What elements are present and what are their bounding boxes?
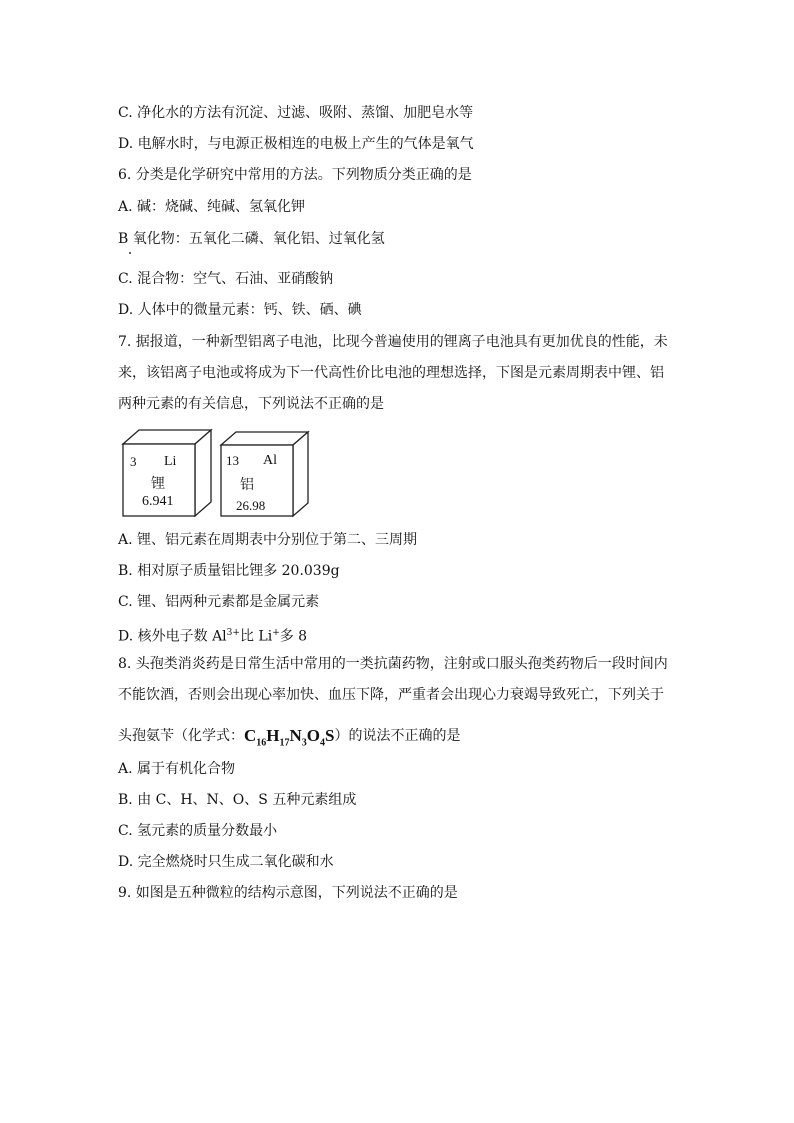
question-8-line3 — [118, 726, 461, 753]
element-symbol: Al — [263, 453, 277, 468]
formula-o-sub: 4 — [320, 737, 326, 749]
stray-dot — [129, 252, 131, 254]
element-mass: 6.941 — [142, 494, 174, 509]
question-8-part1: 头孢氨苄（化学式： — [118, 728, 244, 744]
option-6c: C. 混合物：空气、石油、亚硝酸钠 — [118, 271, 334, 287]
option-7a: A. 锂、铝元素在周期表中分别位于第二、三周期 — [118, 532, 418, 548]
element-name: 锂 — [151, 477, 165, 492]
question-7-line3: 两种元素的有关信息，下列说法不正确的是 — [118, 396, 384, 412]
question-6: 6. 分类是化学研究中常用的方法。下列物质分类正确的是 — [118, 167, 472, 183]
option-7c: C. 锂、铝两种元素都是金属元素 — [118, 594, 320, 610]
question-8-part2: ）的说法不正确的是 — [334, 728, 461, 744]
element-mass: 26.98 — [236, 498, 266, 513]
option-8c: C. 氢元素的质量分数最小 — [118, 823, 278, 839]
formula-h-sub: 17 — [279, 737, 290, 749]
option-7b: B. 相对原子质量铝比锂多 20.039g — [118, 563, 340, 579]
question-7-line2: 来，该铝离子电池或将成为下一代高性价比电池的理想选择，下图是元素周期表中锂、铝 — [118, 365, 664, 381]
chemical-formula — [244, 726, 335, 749]
question-9: 9. 如图是五种微粒的结构示意图，下列说法不正确的是 — [118, 885, 458, 901]
element-name: 铝 — [240, 478, 254, 493]
element-symbol: Li — [164, 454, 177, 469]
option-7d-part1: D. 核外电子数 Al — [118, 628, 227, 645]
formula-n-sub: 3 — [301, 737, 307, 749]
element-cube-li — [120, 428, 215, 520]
li-ion-charge: + — [272, 628, 280, 638]
formula-h: H — [266, 726, 280, 745]
element-number: 13 — [226, 453, 239, 468]
option-6d: D. 人体中的微量元素：钙、铁、硒、碘 — [118, 302, 362, 318]
option-8a: A. 属于有机化合物 — [118, 761, 236, 777]
formula-c: C — [244, 726, 257, 745]
formula-n: N — [289, 726, 302, 745]
option-5c: C. 净化水的方法有沉淀、过滤、吸附、蒸馏、加肥皂水等 — [118, 105, 474, 121]
element-cube-al — [218, 430, 313, 520]
al-ion-charge: 3+ — [226, 628, 240, 638]
question-8-line1: 8. 头孢类消炎药是日常生活中常用的一类抗菌药物，注射或口服头孢类药物后一段时间内 — [118, 656, 668, 672]
option-6b: B 氧化物：五氧化二磷、氧化铝、过氧化氢 — [118, 231, 385, 247]
cube-outline-icon — [218, 430, 313, 520]
option-8b: B. 由 C、H、N、O、S 五种元素组成 — [118, 792, 357, 808]
option-5d: D. 电解水时，与电源正极相连的电极上产生的气体是氧气 — [118, 136, 474, 152]
formula-c-sub: 16 — [256, 737, 267, 749]
formula-o: O — [306, 726, 321, 745]
option-7d-part3: 多 8 — [279, 628, 308, 645]
option-7d-part2: 比 Li — [239, 628, 273, 645]
option-7d — [118, 623, 307, 647]
option-8d: D. 完全燃烧时只生成二氧化碳和水 — [118, 854, 334, 870]
question-7-line1: 7. 据报道，一种新型铝离子电池，比现今普遍使用的锂离子电池具有更加优良的性能，未 — [118, 334, 668, 350]
option-6a: A. 碱：烧碱、纯碱、氢氧化钾 — [118, 199, 306, 215]
element-number: 3 — [130, 454, 137, 469]
question-8-line2: 不能饮酒，否则会出现心率加快、血压下降，严重者会出现心力衰竭导致死亡，下列关于 — [118, 687, 664, 703]
formula-s: S — [325, 726, 335, 745]
